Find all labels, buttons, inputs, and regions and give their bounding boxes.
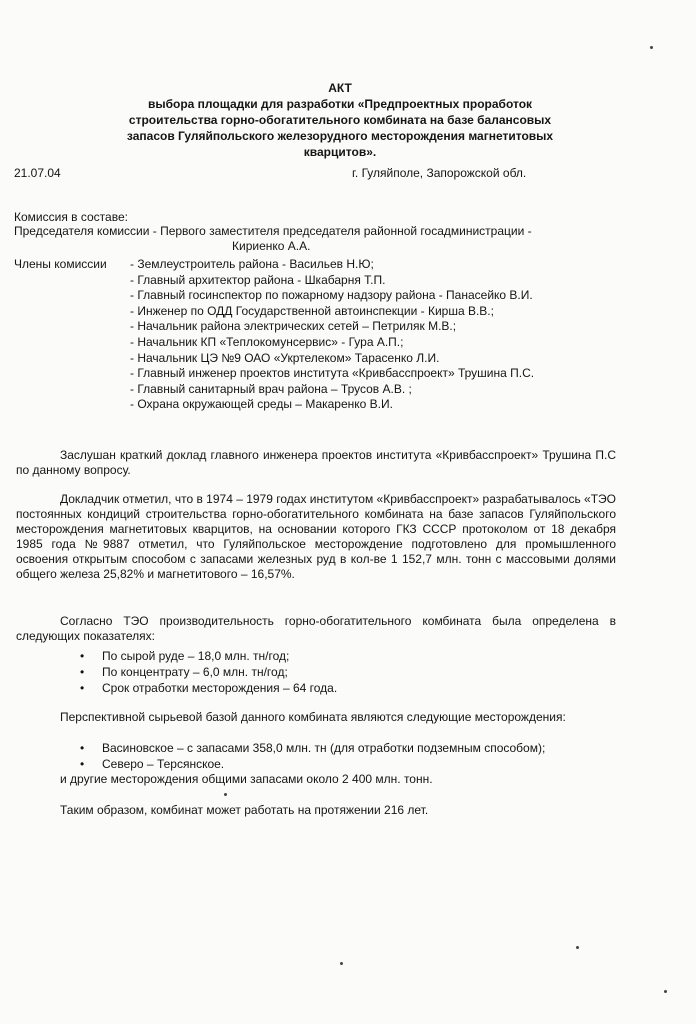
scan-speck [340, 962, 343, 965]
indicator-item: • По концентрату – 6,0 млн. тн/год; [80, 664, 337, 680]
indicators-list [80, 648, 337, 696]
paragraph-deposits [16, 710, 616, 725]
paragraph-text: Заслушан краткий доклад главного инженера проектов института «Кривбасспроект» Трушина П.С по данному вопросу. [16, 448, 616, 477]
deposit-item: • Васиновское – с запасами 358,0 млн. тн (для отработки подземным способом); [80, 740, 545, 756]
paragraph-report [16, 448, 616, 478]
scan-speck [576, 946, 579, 949]
scan-speck [650, 46, 653, 49]
member-item: - Главный санитарный врач района – Трусов А.В. ; [130, 381, 412, 396]
member-item: - Главный госинспектор по пожарному надзору района - Панасейко В.И. [130, 288, 533, 303]
commission-chair-name: Кириенко А.А. [232, 239, 311, 253]
member-item: - Начальник ЦЭ №9 ОАО «Укртелеком» Тарасенко Л.И. [130, 350, 440, 365]
paragraph-text: Согласно ТЭО производительность горно-обогатительного комбината была определена в следующих показателях: [16, 614, 616, 643]
member-item: - Инженер по ОДД Государственной автоинспекции - Кирша В.В.; [130, 303, 494, 318]
indicator-item: • По сырой руде – 18,0 млн. тн/год; [80, 648, 337, 664]
scan-speck [664, 990, 667, 993]
members-label: Члены комиссии [14, 257, 107, 271]
title-line: кварцитов». [303, 145, 377, 159]
member-item: - Начальник КП «Теплокомунсервис» - Гура А.П.; [130, 334, 404, 349]
scan-speck [224, 793, 227, 796]
paragraph-other-deposits: и другие месторождения общими запасами около 2 400 млн. тонн. [60, 772, 433, 786]
paragraph-text: Перспективной сырьевой базой данного комбината являются следующие месторождения: [60, 710, 566, 724]
document-date: 21.07.04 [14, 166, 61, 180]
member-item: - Охрана окружающей среды – Макаренко В.И. [130, 397, 393, 412]
title-line: запасов Гуляйпольского железорудного месторождения магнетитовых [126, 129, 554, 143]
title-heading: АКТ [328, 81, 352, 95]
document-title [60, 80, 620, 160]
paragraph-conclusion: Таким образом, комбинат может работать на протяжении 216 лет. [60, 803, 429, 817]
commission-header: Комиссия в составе: [14, 210, 128, 224]
paragraph-text: Докладчик отметил, что в 1974 – 1979 годах институтом «Кривбасспроект» разрабатывалось «ТЭО постоянных кондиций строительства горно-обогатительного комбината на базе запасов Гуляйпольского месторождения магнетитовых кварцитов, на основании которого ГКЗ СССР протоколом от 18 декабря 1985 года №9887 отметил, что Гуляйпольское месторождение подготовлено для промышленного освоения открытым способом с запасами железных руд в кол-ве 1 152,7 млн. тонн с массовыми долями общего железа 25,82% и магнетитового – 16,57%. [16, 492, 616, 581]
indicator-item: • Срок отработки месторождения – 64 года. [80, 680, 337, 696]
deposit-item: • Северо – Терсянское. [80, 756, 545, 772]
document-place: г. Гуляйполе, Запорожской обл. [352, 166, 527, 180]
title-line: выбора площадки для разработки «Предпроектных проработок [147, 97, 533, 111]
member-item: - Землеустроитель района - Васильев Н.Ю; [130, 257, 374, 271]
title-line: строительства горно-обогатительного комбината на базе балансовых [128, 113, 552, 127]
member-item: - Главный инженер проектов института «Кривбасспроект» Трушина П.С. [130, 366, 535, 381]
member-item: - Начальник района электрических сетей – Петриляк М.В.; [130, 319, 457, 334]
paragraph-speaker [16, 492, 616, 582]
paragraph-teo [16, 614, 616, 644]
commission-chair-line: Председателя комиссии - Первого заместителя председателя районной госадминистрации - [14, 224, 532, 238]
deposits-list [80, 740, 545, 772]
member-item: - Главный архитектор района - Шкабарня Т.П. [130, 272, 386, 287]
members-list [130, 257, 534, 413]
